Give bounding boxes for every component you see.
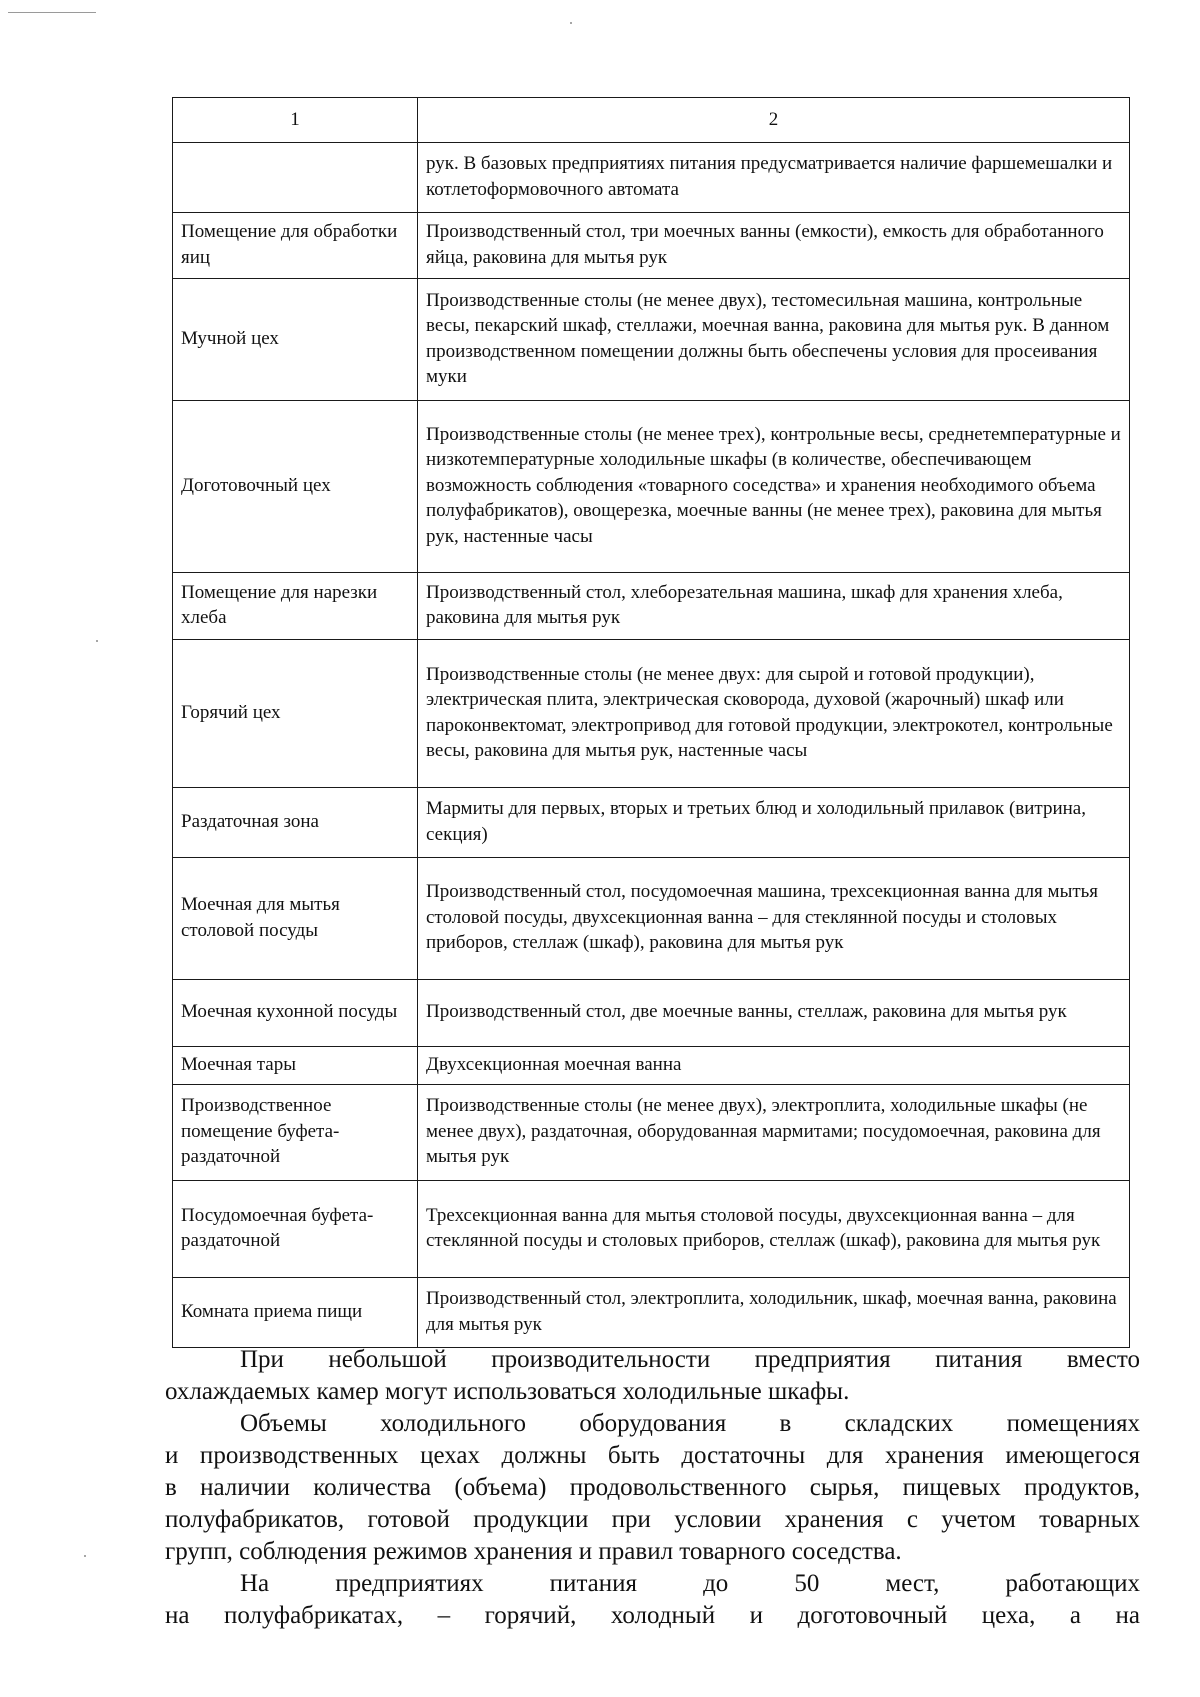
room-cell: Посудомоечная буфета-раздаточной <box>173 1181 418 1278</box>
table-row <box>173 788 1130 858</box>
equipment-cell: Производственный стол, хлеборезательная машина, шкаф для хранения хлеба, раковина для мытья рук <box>418 573 1130 640</box>
equipment-cell: Производственные столы (не менее трех), контрольные весы, среднетемпературные и низкотемпературные холодильные шкафы (в количестве, обеспечивающем возможность соблюдения «товарного соседства» и хранения необходимого объема полуфабрикатов), овощерезка, моечные ванны (не менее трех), раковина для мытья рук, настенные часы <box>418 401 1130 573</box>
table-row <box>173 213 1130 279</box>
table-row <box>173 640 1130 788</box>
paragraph-line: При небольшой производительности предприятия питания вместо <box>240 1346 1140 1373</box>
table-row <box>173 143 1130 213</box>
table-row <box>173 279 1130 401</box>
scan-artifact <box>84 1555 86 1557</box>
room-cell: Помещение для обработки яиц <box>173 213 418 279</box>
paragraph-line: Объемы холодильного оборудования в складских помещениях <box>240 1410 1140 1437</box>
column-header: 1 <box>173 98 418 143</box>
table-row <box>173 980 1130 1047</box>
scan-artifact <box>96 640 98 642</box>
room-cell: Производственное помещение буфета-раздаточной <box>173 1085 418 1181</box>
table-row <box>173 573 1130 640</box>
room-cell <box>173 143 418 213</box>
paragraph-line: и производственных цехах должны быть достаточны для хранения имеющегося <box>165 1442 1140 1469</box>
column-header: 2 <box>418 98 1130 143</box>
paragraph-line: охлаждаемых камер могут использоваться холодильные шкафы. <box>165 1378 850 1405</box>
paragraph-line: На предприятиях питания до 50 мест, работающих <box>240 1570 1140 1597</box>
table-row <box>173 1085 1130 1181</box>
room-cell: Горячий цех <box>173 640 418 788</box>
equipment-cell: Трехсекционная ванна для мытья столовой посуды, двухсекционная ванна – для стеклянной посуды и столовых приборов, стеллаж (шкаф), раковина для мытья рук <box>418 1181 1130 1278</box>
paragraph-line: в наличии количества (объема) продовольственного сырья, пищевых продуктов, <box>165 1474 1140 1501</box>
table-row <box>173 1047 1130 1085</box>
room-cell: Моечная для мытья столовой посуды <box>173 858 418 980</box>
room-cell: Комната приема пищи <box>173 1278 418 1348</box>
equipment-table <box>172 97 1130 1348</box>
table-row <box>173 1278 1130 1348</box>
room-cell: Доготовочный цех <box>173 401 418 573</box>
equipment-cell: Производственный стол, три моечных ванны (емкости), емкость для обработанного яйца, раковина для мытья рук <box>418 213 1130 279</box>
room-cell: Помещение для нарезки хлеба <box>173 573 418 640</box>
room-cell: Раздаточная зона <box>173 788 418 858</box>
room-cell: Мучной цех <box>173 279 418 401</box>
equipment-cell: Производственный стол, посудомоечная машина, трехсекционная ванна для мытья столовой посуды, двухсекционная ванна – для стеклянной посуды и столовых приборов, стеллаж (шкаф), раковина для мытья рук <box>418 858 1130 980</box>
equipment-cell: Двухсекционная моечная ванна <box>418 1047 1130 1085</box>
paragraph-line: полуфабрикатов, готовой продукции при условии хранения с учетом товарных <box>165 1506 1140 1533</box>
room-cell: Моечная тары <box>173 1047 418 1085</box>
equipment-cell: Производственные столы (не менее двух), тестомесильная машина, контрольные весы, пекарский шкаф, стеллажи, моечная ванна, раковина для мытья рук. В данном производственном помещении должны быть обеспечены условия для просеивания муки <box>418 279 1130 401</box>
table-row <box>173 401 1130 573</box>
paragraph-line: групп, соблюдения режимов хранения и правил товарного соседства. <box>165 1538 902 1565</box>
scan-artifact <box>570 22 572 24</box>
room-cell: Моечная кухонной посуды <box>173 980 418 1047</box>
equipment-cell: Производственный стол, электроплита, холодильник, шкаф, моечная ванна, раковина для мытья рук <box>418 1278 1130 1348</box>
equipment-cell: Производственные столы (не менее двух), электроплита, холодильные шкафы (не менее двух), раздаточная, оборудованная мармитами; посудомоечная, раковина для мытья рук <box>418 1085 1130 1181</box>
table-row <box>173 1181 1130 1278</box>
equipment-cell: Производственный стол, две моечные ванны, стеллаж, раковина для мытья рук <box>418 980 1130 1047</box>
equipment-cell: Мармиты для первых, вторых и третьих блюд и холодильный прилавок (витрина, секция) <box>418 788 1130 858</box>
paragraph-line: на полуфабрикатах, – горячий, холодный и доготовочный цеха, а на <box>165 1602 1140 1629</box>
equipment-cell: Производственные столы (не менее двух: для сырой и готовой продукции), электрическая плита, электрическая сковорода, духовой (жарочный) шкаф или пароконвектомат, электропривод для готовой продукции, электрокотел, контрольные весы, раковина для мытья рук, настенные часы <box>418 640 1130 788</box>
scan-artifact <box>8 12 96 13</box>
table-row <box>173 858 1130 980</box>
equipment-cell: рук. В базовых предприятиях питания предусматривается наличие фаршемешалки и котлетоформовочного автомата <box>418 143 1130 213</box>
table-header-row <box>173 98 1130 143</box>
